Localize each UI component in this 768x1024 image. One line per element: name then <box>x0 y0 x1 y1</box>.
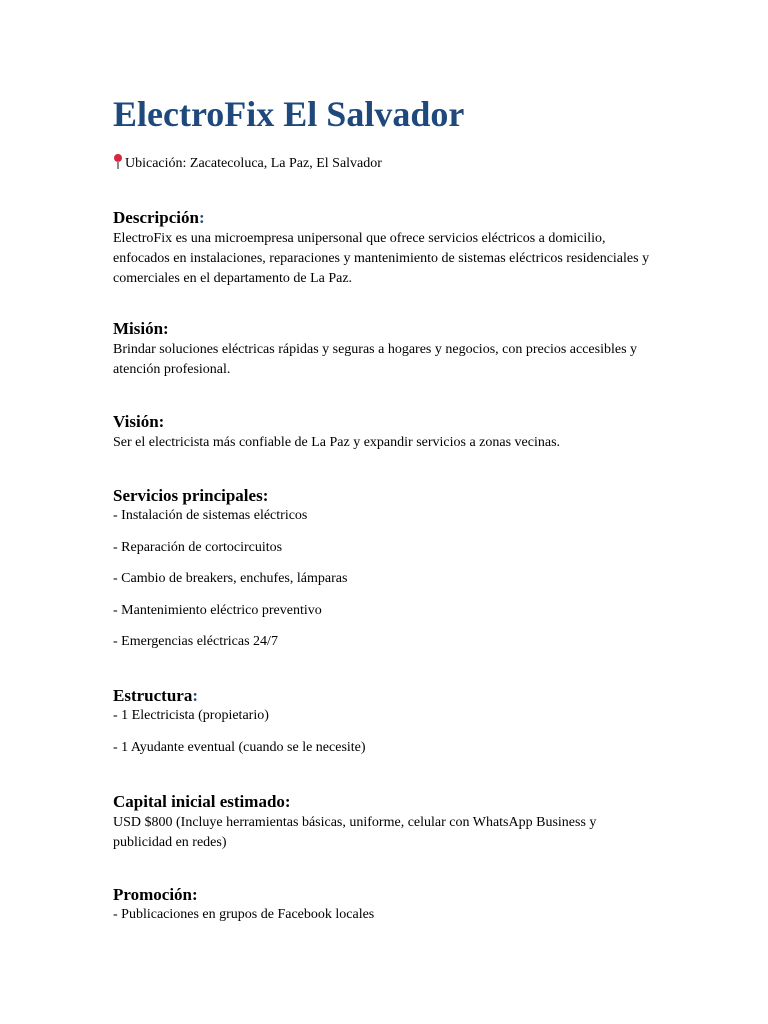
list-item: - Instalación de sistemas eléctricos <box>113 508 308 523</box>
section-estructura <box>113 685 658 770</box>
list-item: - Publicaciones en grupos de Facebook locales <box>113 907 375 922</box>
section-heading-mision: Misión: <box>113 319 169 338</box>
section-servicios <box>113 485 658 665</box>
section-heading-capital: Capital inicial estimado: <box>113 792 291 811</box>
section-body-vision: Ser el electricista más confiable de La Paz y expandir servicios a zonas vecinas. <box>113 435 561 450</box>
list-item: - Cambio de breakers, enchufes, lámparas <box>113 571 348 586</box>
section-promocion <box>113 884 658 938</box>
promocion-list <box>113 906 658 924</box>
section-heading-servicios: Servicios principales: <box>113 486 269 505</box>
section-heading-vision: Visión: <box>113 412 165 431</box>
list-item: - 1 Electricista (propietario) <box>113 708 269 723</box>
location-text: Ubicación: Zacatecoluca, La Paz, El Salvador <box>125 156 382 171</box>
location-line <box>113 154 382 173</box>
servicios-list <box>113 507 658 651</box>
section-heading-promocion: Promoción: <box>113 885 198 904</box>
section-heading-estructura: Estructura: <box>113 686 198 705</box>
section-vision <box>113 411 658 453</box>
list-item: - Reparación de cortocircuitos <box>113 539 283 555</box>
section-body-descripcion: ElectroFix es una microempresa unipersonal que ofrece servicios eléctricos a domicilio, enfocados en instalaciones, reparaciones y mantenimiento de sistemas eléctricos residenciales y comerciales en el departamento de La Paz. <box>113 231 650 286</box>
section-heading-descripcion: Descripción: <box>113 208 205 227</box>
list-item: - Emergencias eléctricas 24/7 <box>113 634 278 649</box>
document-title: ElectroFix El Salvador <box>113 94 465 134</box>
section-body-mision: Brindar soluciones eléctricas rápidas y seguras a hogares y negocios, con precios accesibles y atención profesional. <box>113 342 638 377</box>
estructura-list <box>113 707 658 757</box>
section-body-capital: USD $800 (Incluye herramientas básicas, uniforme, celular con WhatsApp Business y publicidad en redes) <box>113 815 597 850</box>
list-item: - 1 Ayudante eventual (cuando se le necesite) <box>113 739 366 755</box>
map-pin-icon <box>113 154 123 169</box>
section-mision <box>113 318 658 380</box>
section-capital <box>113 791 658 853</box>
list-item: - Mantenimiento eléctrico preventivo <box>113 602 322 618</box>
section-descripcion <box>113 207 658 289</box>
